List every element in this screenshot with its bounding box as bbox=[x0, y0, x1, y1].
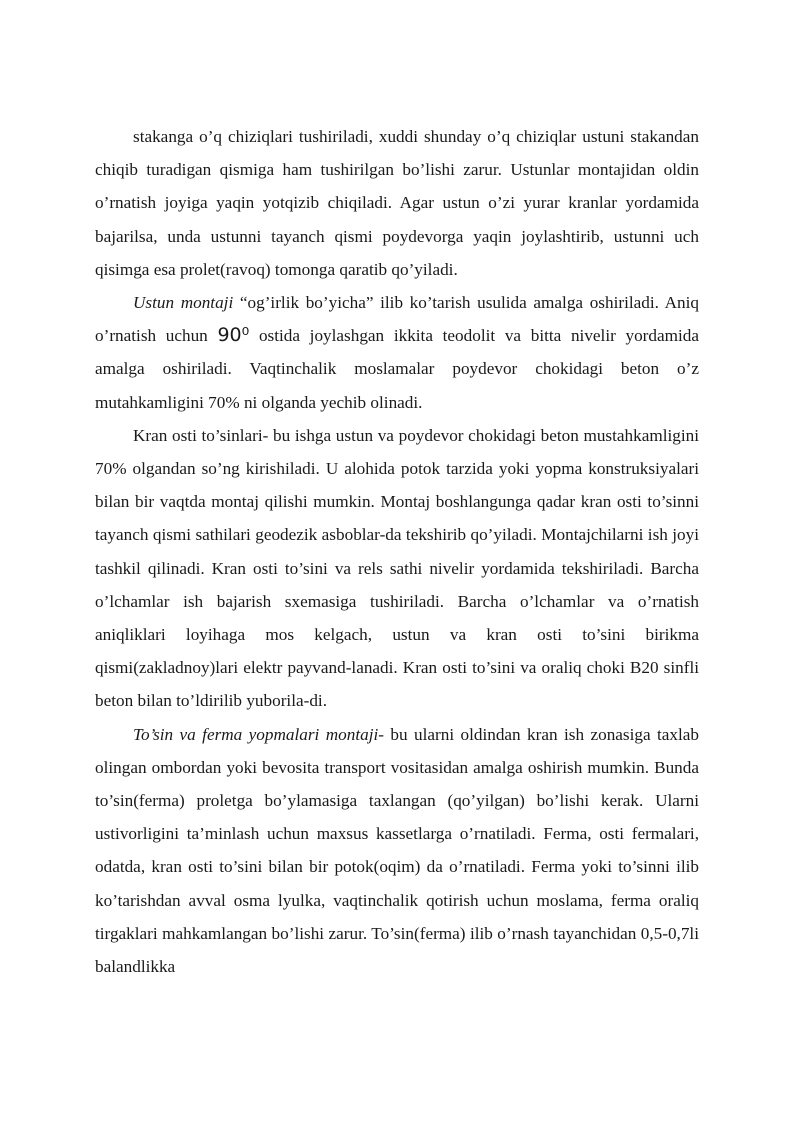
paragraph-text: Kran osti to’sinlari- bu ishga ustun va poydevor chokidagi beton mustahkamligini 70% olgandan so’ng kirishiladi. U alohida potok tarzida yoki yopma konstruksiyalari bilan bir vaqtda montaj qilishi mumkin. Montaj boshlangunga qadar kran osti to’sinni tayanch qismi sathilari geodezik asboblar-da tekshirib qo’yiladi. Montajchilarni ish joyi tashkil qilinadi. Kran osti to’sini va rels sathi nivelir yordamida tekshiriladi. Barcha o’lchamlar ish bajarish sxemasiga tushiriladi. Barcha o’lchamlar va o’rnatish aniqliklari loyihaga mos kelgach, ustun va kran osti to’sini birikma qismi(zakladnoy)lari elektr payvand-lanadi. Kran osti to’sini va oraliq choki B20 sinfli beton bilan to’ldirilib yuborila-di. bbox=[95, 425, 699, 711]
paragraph-tosin-ferma bbox=[95, 718, 699, 984]
italic-term-ustun-montaji: Ustun montaji bbox=[133, 293, 234, 313]
italic-term-tosin-ferma: To’sin va ferma yopmalari montaji- bbox=[133, 724, 384, 744]
paragraph-ustun-montaji bbox=[95, 286, 699, 419]
paragraph-stakanga bbox=[95, 120, 699, 286]
paragraph-text-after-degree: ostida joylashgan ikkita teodolit va bitta nivelir yordamida amalga oshiriladi. Vaqtinchalik moslamalar poydevor chokidagi beton o’z mutahkamligini 70% ni olganda yechib olinadi. bbox=[95, 326, 699, 412]
degree-value: 90⁰ bbox=[217, 324, 250, 347]
paragraph-kran-osti bbox=[95, 419, 699, 718]
paragraph-text: stakanga o’q chiziqlari tushiriladi, xuddi shunday o’q chiziqlar ustuni stakandan chiqib turadigan qismiga ham tushirilgan bo’lishi zarur. Ustunlar montajidan oldin o’rnatish joyiga yaqin yotqizib chiqiladi. Agar ustun o’zi yurar kranlar yordamida bajarilsa, unda ustunni tayanch qismi poydevorga yaqin joylashtirib, ustunni uch qisimga esa prolet(ravoq) tomonga qaratib qo’yiladi. bbox=[95, 127, 699, 279]
paragraph-text: bu ularni oldindan kran ish zonasiga taxlab olingan ombordan yoki bevosita transport vositasidan amalga oshirish mumkin. Bunda to’sin(ferma) proletga bo’ylamasiga taxlangan (qo’yilgan) bo’lishi kerak. Ularni ustivorligini ta’minlash uchun maxsus kassetlarga o’rnatiladi. Ferma, osti fermalari, odatda, kran osti to’sini bilan bir potok(oqim) da o’rnatiladi. Ferma yoki to’sinni ilib ko’tarishdan avval osma lyulka, vaqtinchalik qotirish uchun moslama, ferma oraliq tirgaklari mahkamlangan bo’lishi zarur. To’sin(ferma) ilib o’rnash tayanchidan 0,5-0,7li balandlikka bbox=[95, 724, 700, 977]
paragraph-text-before-degree: “og’irlik bo’yicha” ilib ko’tarish usulida amalga oshiriladi. Aniq o’rnatish uchun bbox=[95, 293, 699, 346]
document-body bbox=[95, 120, 699, 983]
